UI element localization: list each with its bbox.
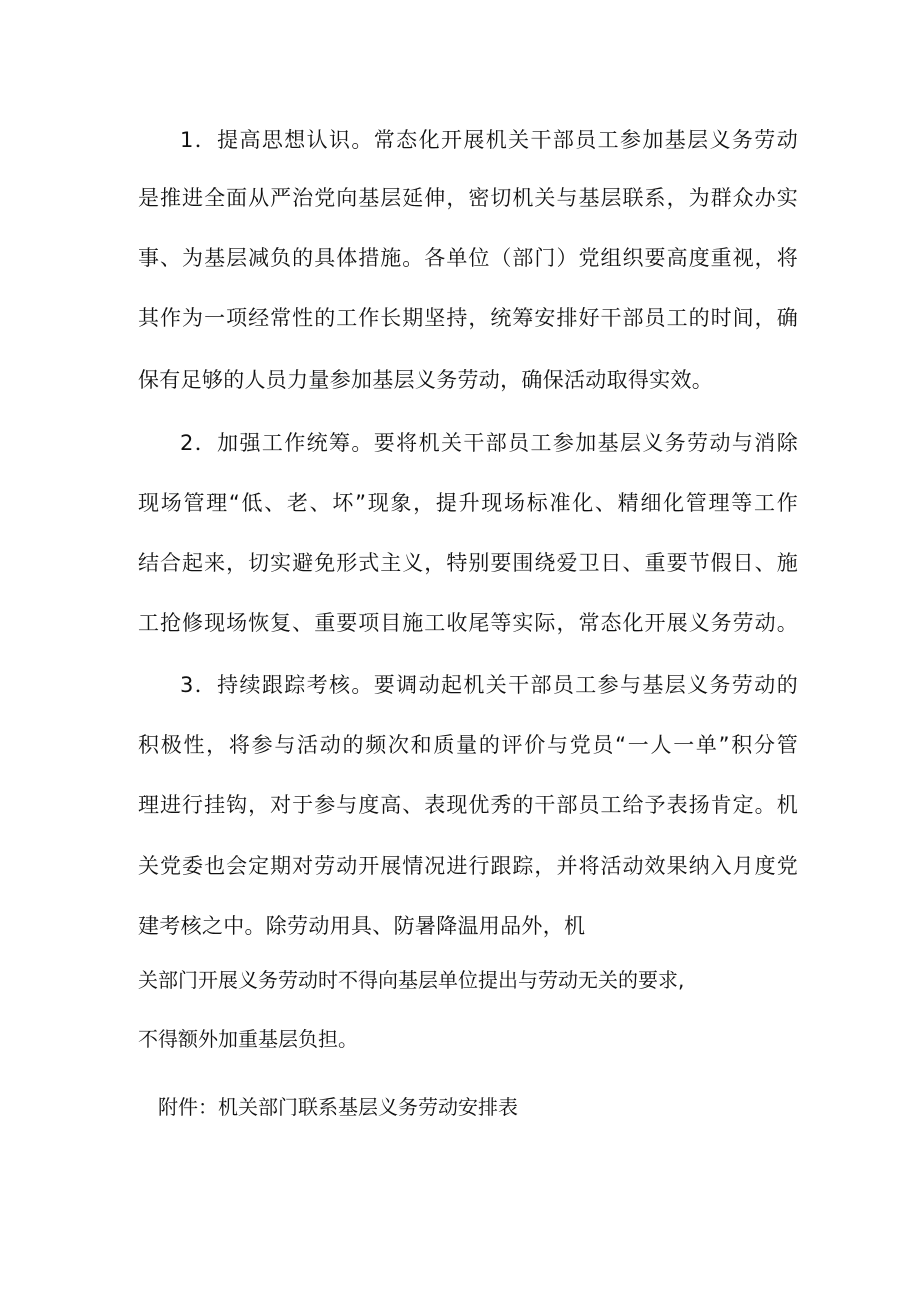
attachment-line: 附件：机关部门联系基层义务劳动安排表 (158, 1095, 518, 1119)
paragraph-1-line-3: 事、为基层减负的具体措施。各单位（部门）党组织要高度重视，将 (138, 246, 798, 270)
paragraph-2-line-2: 现场管理“低、老、坏”现象，提升现场标准化、精细化管理等工作 (138, 491, 798, 515)
paragraph-3-line-2: 积极性，将参与活动的频次和质量的评价与党员“一人一单”积分管 (138, 733, 798, 757)
paragraph-2-line-4: 工抢修现场恢复、重要项目施工收尾等实际，常态化开展义务劳动。 (138, 611, 798, 635)
paragraph-1-line-4: 其作为一项经常性的工作长期坚持，统筹安排好干部员工的时间，确 (138, 306, 798, 330)
paragraph-3-line-7: 不得额外加重基层负担。 (138, 1027, 358, 1051)
paragraph-3-line-1: 3．持续跟踪考核。要调动起机关干部员工参与基层义务劳动的 (180, 673, 798, 697)
paragraph-2-line-1: 2．加强工作统筹。要将机关干部员工参加基层义务劳动与消除 (180, 431, 798, 455)
paragraph-3-line-6: 关部门开展义务劳动时不得向基层单位提出与劳动无关的要求, (138, 968, 685, 992)
paragraph-3-line-5: 建考核之中。除劳动用具、防暑降温用品外，机 (138, 914, 586, 938)
paragraph-1-line-2: 是推进全面从严治党向基层延伸，密切机关与基层联系，为群众办实 (138, 186, 798, 210)
paragraph-1-line-5: 保有足够的人员力量参加基层义务劳动，确保活动取得实效。 (138, 368, 714, 392)
paragraph-3-line-3: 理进行挂钩，对于参与度高、表现优秀的干部员工给予表扬肯定。机 (138, 793, 798, 817)
paragraph-1-line-1: 1．提高思想认识。常态化开展机关干部员工参加基层义务劳动 (180, 128, 798, 152)
paragraph-2-line-3: 结合起来，切实避免形式主义，特别要围绕爱卫日、重要节假日、施 (138, 551, 798, 575)
paragraph-3-line-4: 关党委也会定期对劳动开展情况进行跟踪，并将活动效果纳入月度党 (138, 854, 798, 878)
